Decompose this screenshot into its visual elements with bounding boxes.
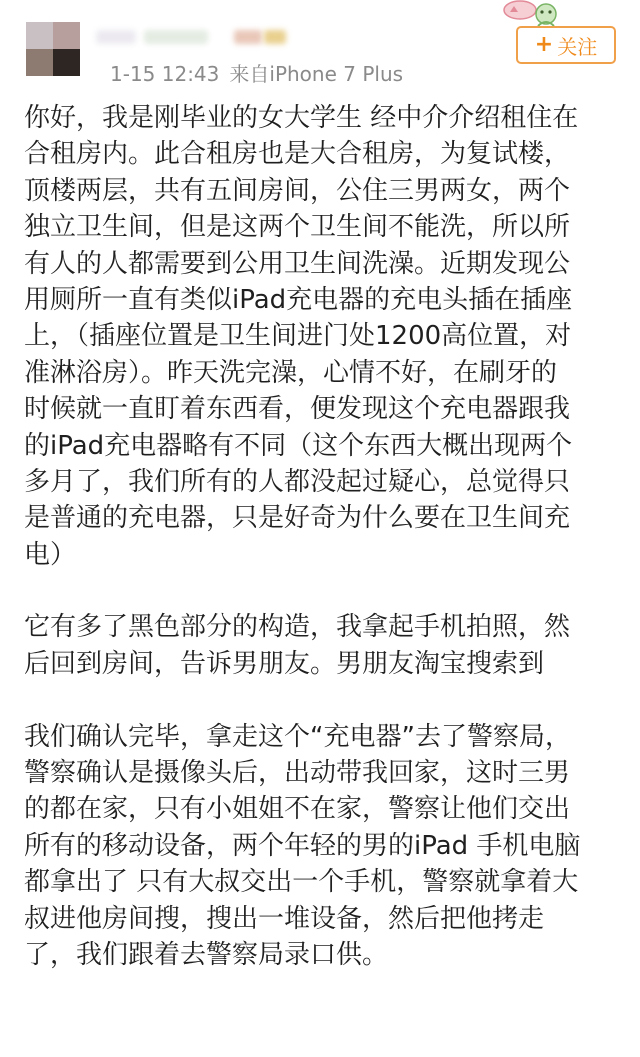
text-line: 警察确认是摄像头后，出动带我回家，这时三男 (24, 758, 571, 789)
text-line: 后回到房间，告诉男朋友。男朋友淘宝搜索到 (24, 648, 545, 679)
text-line: 准淋浴房）。昨天洗完澡，心情不好，在刷牙的 (24, 357, 558, 388)
text-line: 都拿出了 只有大叔交出一个手机，警察就拿着大 (24, 867, 579, 898)
post-source[interactable]: 来自iPhone 7 Plus (229, 62, 404, 86)
post-header (0, 0, 640, 92)
post-content (24, 100, 620, 973)
avatar-pixel (26, 49, 53, 76)
text-line: 的都在家，只有小姐姐不在家，警察让他们交出 (24, 794, 571, 825)
text-line: 有人的人都需要到公用卫生间洗澡。近期发现公 (24, 248, 571, 279)
text-line: 用厕所一直有类似iPad充电器的充电头插在插座 (24, 284, 573, 315)
text-line: 的iPad充电器略有不同（这个东西大概出现两个 (24, 430, 573, 461)
username-blur-block (264, 30, 286, 44)
avatar[interactable] (26, 22, 80, 76)
username-blur-block (96, 30, 136, 44)
paragraph-gap (24, 573, 620, 609)
username-blur-block (144, 30, 208, 44)
avatar-pixel (53, 22, 80, 49)
text-line: 合租房内。此合租房也是大合租房，为复试楼， (24, 139, 571, 170)
text-line: 叔进他房间搜，搜出一堆设备，然后把他拷走 (24, 903, 545, 934)
avatar-pixel (53, 49, 80, 76)
text-line: 了，我们跟着去警察局录口供。 (24, 939, 389, 970)
text-line: 上，（插座位置是卫生间进门处1200高位置，对 (24, 321, 572, 352)
paragraph-1 (24, 100, 620, 573)
avatar-pixel (26, 22, 53, 49)
post-time: 1-15 12:43 (110, 62, 220, 86)
text-line: 它有多了黑色部分的构造，我拿起手机拍照，然 (24, 612, 571, 643)
text-line: 多月了，我们所有的人都没起过疑心，总觉得只 (24, 466, 571, 497)
text-line: 独立卫生间，但是这两个卫生间不能洗，所以所 (24, 212, 571, 243)
paragraph-3 (24, 719, 620, 974)
text-line: 是普通的充电器，只是好奇为什么要在卫生间充 (24, 503, 571, 534)
paragraph-gap (24, 682, 620, 718)
text-line: 你好，我是刚毕业的女大学生 经中介介绍租住在 (24, 103, 579, 133)
plus-icon: + (534, 32, 554, 57)
text-line: 时候就一直盯着东西看，便发现这个充电器跟我 (24, 394, 571, 425)
post-meta (110, 58, 403, 87)
username-blur-block (234, 30, 262, 44)
text-line: 我们确认完毕，拿走这个“充电器”去了警察局， (24, 721, 571, 752)
text-line: 所有的移动设备，两个年轻的男的iPad 手机电脑 (24, 830, 581, 861)
text-line: 顶楼两层，共有五间房间，公住三男两女，两个 (24, 175, 571, 206)
username-blurred[interactable] (96, 26, 296, 48)
paragraph-2 (24, 609, 620, 682)
follow-button[interactable] (516, 26, 616, 64)
text-line: 电） (24, 539, 77, 570)
follow-label: 关注 (557, 34, 598, 59)
